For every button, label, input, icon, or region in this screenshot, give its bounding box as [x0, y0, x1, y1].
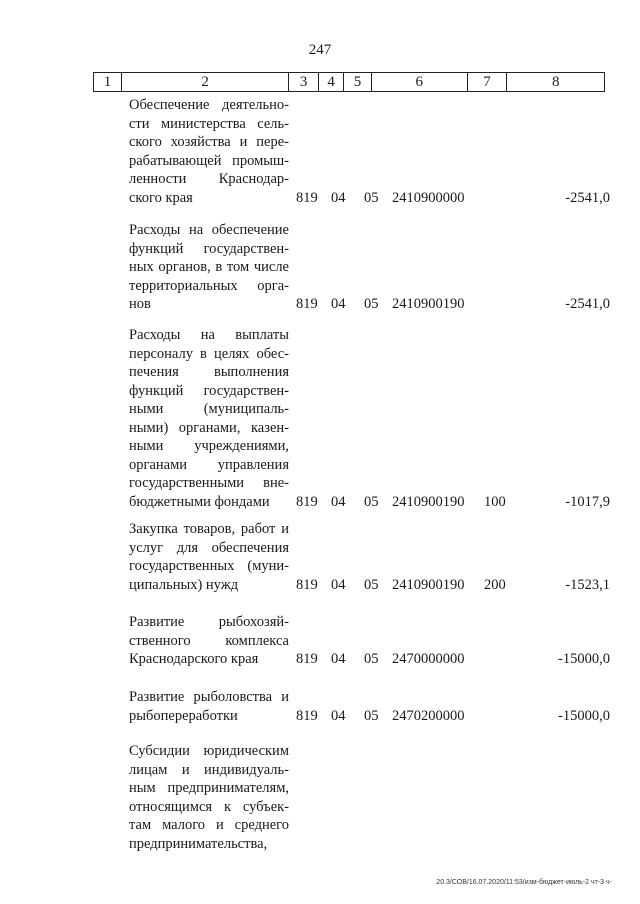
- row-values: [0, 835, 640, 854]
- description-line: там малого и среднего: [129, 817, 289, 833]
- document-footer: 20.3/СОВ/16.07.2020/11:53/изм-бюджет-июль-2 чт-3 ч-: [436, 879, 612, 886]
- description-line: рабатывающей промыш-: [129, 152, 289, 169]
- description-line: функций государствен-: [129, 240, 289, 257]
- section-code: 04: [331, 296, 346, 312]
- description-line: Развитие рыболовства и: [129, 689, 289, 705]
- admin-code: 819: [296, 296, 318, 312]
- header-cell-4: 4: [319, 73, 344, 91]
- description-line: ных органов, в том числе: [129, 259, 289, 275]
- header-cell-1: 1: [94, 73, 122, 91]
- description-line: Развитие рыбохозяй-: [129, 614, 289, 630]
- section-code: 04: [331, 493, 346, 510]
- row-values: [0, 707, 640, 726]
- description-line: персоналу в целях обес-: [129, 345, 289, 362]
- header-cell-6: 6: [372, 73, 468, 91]
- subsection-code: 05: [364, 296, 379, 312]
- target-article-code: 2470000000: [392, 651, 465, 667]
- amount: -2541,0: [565, 296, 610, 312]
- target-article-code: 2410900190: [392, 493, 465, 510]
- header-cell-3: 3: [289, 73, 319, 91]
- description-line: лицам и индивидуаль-: [129, 761, 289, 778]
- header-cell-8: 8: [551, 73, 560, 90]
- amount: -2541,0: [565, 189, 610, 206]
- description-line: государственных (муни-: [129, 558, 289, 574]
- description-line: Субсидии юридическим: [129, 743, 289, 759]
- description-line: сти министерства сель-: [129, 115, 289, 132]
- description-line: ными) органами, казен-: [129, 419, 289, 436]
- description-line: ными (муниципаль-: [129, 401, 289, 417]
- description-line: рыбопереработки: [129, 707, 238, 724]
- admin-code: 819: [296, 493, 318, 510]
- description-line: печения выполнения: [129, 364, 289, 380]
- subsection-code: 05: [364, 493, 379, 510]
- amount: -15000,0: [558, 651, 610, 667]
- row-values: [0, 493, 640, 512]
- section-code: 04: [331, 576, 346, 593]
- description-line: ского края: [129, 189, 193, 206]
- admin-code: 819: [296, 707, 318, 724]
- subsection-code: 05: [364, 707, 379, 724]
- header-cell-2: 2: [122, 73, 289, 91]
- subsection-code: 05: [364, 189, 379, 206]
- row-values: [0, 295, 640, 314]
- table-header-row: [93, 72, 605, 92]
- description-line: Обеспечение деятельно-: [129, 97, 289, 113]
- description-line: ленности Краснодар-: [129, 171, 289, 187]
- expense-type-code: 100: [484, 493, 506, 510]
- row-values: [0, 650, 640, 669]
- description-line: органами управления: [129, 456, 289, 473]
- admin-code: 819: [296, 189, 318, 206]
- expense-type-code: 200: [484, 576, 506, 593]
- section-code: 04: [331, 651, 346, 667]
- description-line: Краснодарского края: [129, 651, 259, 667]
- subsection-code: 05: [364, 651, 379, 667]
- subsection-code: 05: [364, 576, 379, 593]
- description-line: функций государствен-: [129, 382, 289, 399]
- description-line: ципальных) нужд: [129, 576, 239, 593]
- header-cell-5: 5: [344, 73, 372, 91]
- description-line: Расходы на выплаты: [129, 327, 289, 343]
- description-line: Закупка товаров, работ и: [129, 521, 289, 537]
- target-article-code: 2410900190: [392, 576, 465, 593]
- description-line: ными учреждениями,: [129, 438, 289, 454]
- description-line: услуг для обеспечения: [129, 539, 289, 556]
- row-description: [129, 326, 289, 511]
- target-article-code: 2410900000: [392, 189, 465, 206]
- description-line: бюджетными фондами: [129, 493, 270, 510]
- description-line: предпринимательства,: [129, 835, 268, 852]
- row-values: [0, 576, 640, 595]
- target-article-code: 2470200000: [392, 707, 465, 724]
- page-number: 247: [308, 42, 332, 58]
- description-line: нов: [129, 296, 151, 312]
- section-code: 04: [331, 189, 346, 206]
- amount: -1017,9: [565, 493, 610, 510]
- amount: -1523,1: [565, 576, 610, 593]
- description-line: ным предпринимателям,: [129, 780, 289, 796]
- section-code: 04: [331, 707, 346, 724]
- description-line: ского хозяйства и пере-: [129, 134, 289, 150]
- description-line: Расходы на обеспечение: [129, 222, 289, 238]
- admin-code: 819: [296, 576, 318, 593]
- description-line: относящимся к субъек-: [129, 798, 289, 815]
- amount: -15000,0: [558, 707, 610, 724]
- admin-code: 819: [296, 651, 318, 667]
- description-line: территориальных орга-: [129, 277, 289, 294]
- description-line: государственными вне-: [129, 475, 289, 491]
- description-line: ственного комплекса: [129, 632, 289, 649]
- row-values: [0, 189, 640, 208]
- header-cell-7: 7: [468, 73, 508, 91]
- target-article-code: 2410900190: [392, 296, 465, 312]
